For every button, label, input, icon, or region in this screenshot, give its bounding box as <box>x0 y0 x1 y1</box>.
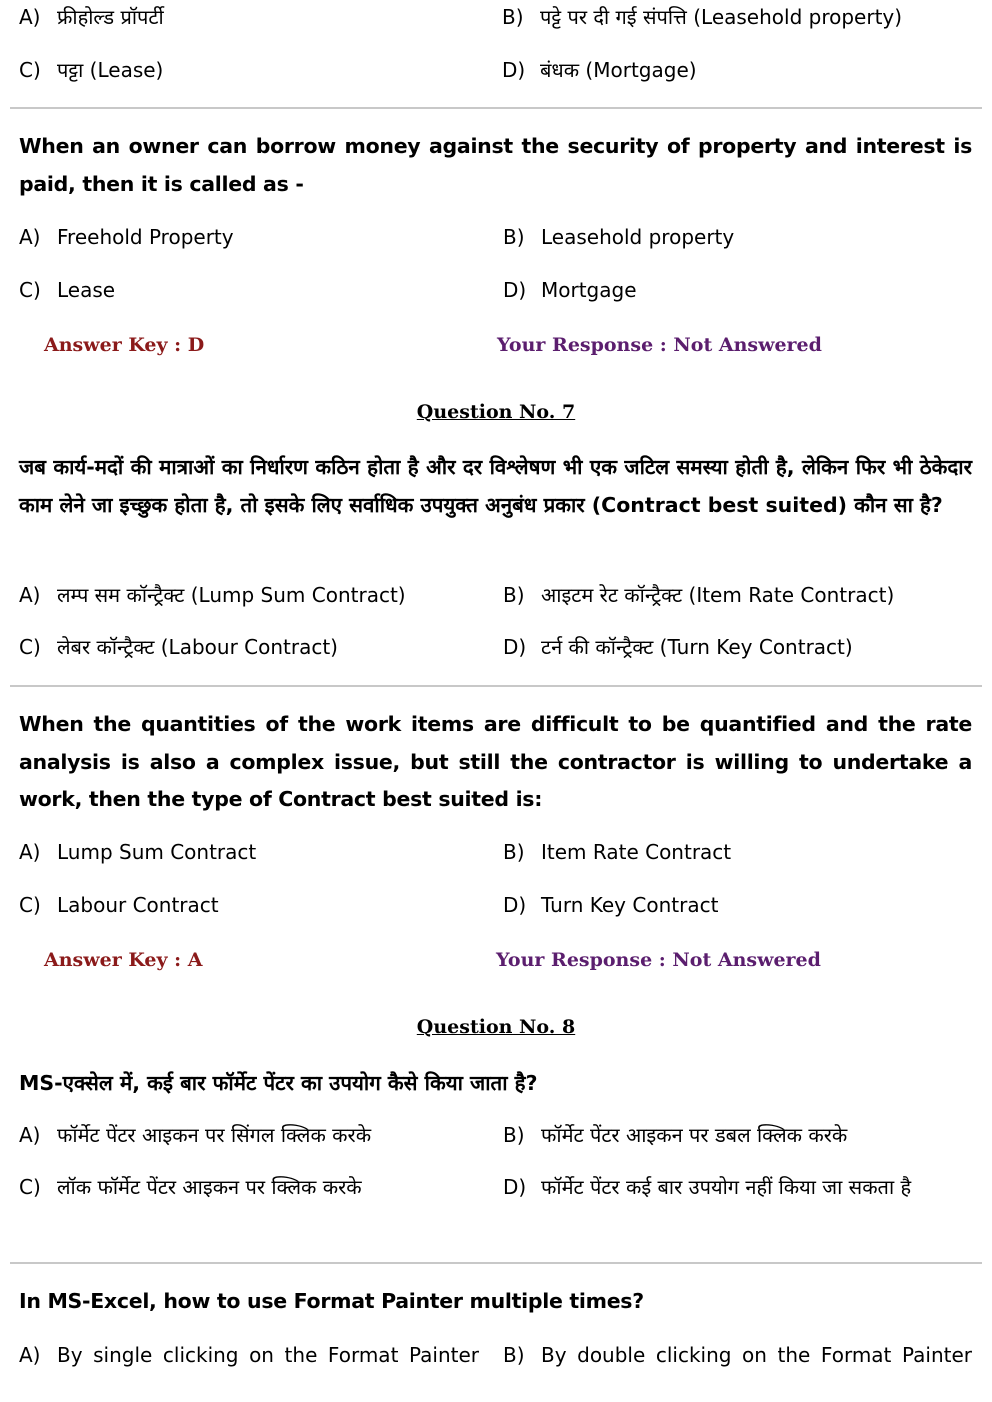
option-b-hindi[interactable] <box>503 1123 847 1147</box>
option-label: D) <box>503 893 527 917</box>
question-text-english: When the quantities of the work items are difficult to be quantified and the rate analysis is also a complex issue, but still the contractor is willing to undertake a work, then the type of Contract best suited is: <box>19 712 972 811</box>
option-label: C) <box>19 635 41 659</box>
option-d-hindi[interactable] <box>502 58 697 82</box>
question-number <box>0 401 992 423</box>
option-label: A) <box>19 225 41 249</box>
option-text: Freehold Property <box>57 225 234 249</box>
option-label: B) <box>503 1123 525 1147</box>
question-text-english: When an owner can borrow money against the security of property and interest is paid, then it is called as - <box>19 134 972 196</box>
option-label: D) <box>503 278 527 302</box>
option-c-hindi[interactable] <box>19 635 338 659</box>
option-label: C) <box>19 58 41 82</box>
option-text: Lump Sum Contract <box>57 840 257 864</box>
option-text: लॉक फॉर्मेट पेंटर आइकन पर क्लिक करके <box>57 1175 362 1199</box>
option-text: पट्टा (Lease) <box>57 58 164 82</box>
option-label: B) <box>503 225 525 249</box>
question-text-english: In MS-Excel, how to use Format Painter multiple times? <box>19 1289 644 1313</box>
your-response: Your Response : Not Answered <box>497 334 822 356</box>
option-b-english[interactable] <box>503 225 734 249</box>
option-label: A) <box>19 1123 41 1147</box>
answer-key: Answer Key : A <box>44 949 203 971</box>
option-text: Leasehold property <box>541 225 735 249</box>
option-text: टर्न की कॉन्ट्रैक्ट (Turn Key Contract) <box>541 635 853 659</box>
option-label: B) <box>502 5 524 29</box>
option-a-hindi[interactable] <box>19 583 406 607</box>
option-text: पट्टे पर दी गई संपत्ति (Leasehold property) <box>540 5 903 29</box>
option-text: बंधक (Mortgage) <box>540 58 697 82</box>
option-d-english[interactable] <box>503 893 718 917</box>
option-d-hindi[interactable] <box>503 1168 972 1206</box>
your-response: Your Response : Not Answered <box>496 949 821 971</box>
option-label: D) <box>502 58 526 82</box>
option-b-english[interactable] <box>503 1343 972 1367</box>
option-a-english[interactable] <box>19 1343 479 1367</box>
option-text: Lease <box>57 278 116 302</box>
option-d-hindi[interactable] <box>503 635 853 659</box>
option-text: फॉर्मेट पेंटर आइकन पर सिंगल क्लिक करके <box>57 1123 372 1147</box>
divider <box>10 107 982 109</box>
option-text: फॉर्मेट पेंटर कई बार उपयोग नहीं किया जा सकता है <box>541 1175 912 1199</box>
option-text: फ्रीहोल्ड प्रॉपर्टी <box>57 5 164 29</box>
option-text: लम्प सम कॉन्ट्रैक्ट (Lump Sum Contract) <box>57 583 406 607</box>
option-text: लेबर कॉन्ट्रैक्ट (Labour Contract) <box>57 635 338 659</box>
option-text: Mortgage <box>541 278 637 302</box>
option-label: C) <box>19 1175 41 1199</box>
option-c-hindi[interactable] <box>19 58 163 82</box>
option-text: Item Rate Contract <box>541 840 732 864</box>
option-text: By single clicking on the Format Painter <box>57 1343 479 1367</box>
question-text-hindi: जब कार्य-मदों की मात्राओं का निर्धारण कठिन होता है और दर विश्लेषण भी एक जटिल समस्या होती है, लेकिन फिर भी ठेकेदार काम लेने जा इच्छुक होता है, तो इसके लिए सर्वाधिक उपयुक्त अनुबंध प्रकार (Contract best suited) कौन सा है? <box>19 455 972 517</box>
option-b-english[interactable] <box>503 840 731 864</box>
option-text: आइटम रेट कॉन्ट्रैक्ट (Item Rate Contract) <box>541 583 895 607</box>
option-text: By double clicking on the Format Painter <box>541 1343 972 1367</box>
question-number-text: Question No. 8 <box>416 1016 576 1038</box>
question-number <box>0 1016 992 1038</box>
option-c-hindi[interactable] <box>19 1175 362 1199</box>
option-label: B) <box>503 583 525 607</box>
option-a-english[interactable] <box>19 225 234 249</box>
option-a-english[interactable] <box>19 840 256 864</box>
option-label: A) <box>19 5 41 29</box>
option-label: A) <box>19 1343 41 1367</box>
option-label: B) <box>503 840 525 864</box>
option-label: B) <box>503 1343 525 1367</box>
option-label: D) <box>503 635 527 659</box>
option-label: C) <box>19 893 41 917</box>
question-text-hindi: MS-एक्सेल में, कई बार फॉर्मेट पेंटर का उपयोग कैसे किया जाता है? <box>19 1071 538 1095</box>
option-text: फॉर्मेट पेंटर आइकन पर डबल क्लिक करके <box>541 1123 848 1147</box>
option-d-english[interactable] <box>503 278 637 302</box>
option-a-hindi[interactable] <box>19 5 164 29</box>
option-label: A) <box>19 840 41 864</box>
divider <box>10 1262 982 1264</box>
option-label: A) <box>19 583 41 607</box>
option-label: C) <box>19 278 41 302</box>
option-c-english[interactable] <box>19 278 115 302</box>
divider <box>10 685 982 687</box>
question-number-text: Question No. 7 <box>416 401 576 423</box>
option-text: Turn Key Contract <box>541 893 719 917</box>
option-text: Labour Contract <box>57 893 219 917</box>
option-c-english[interactable] <box>19 893 219 917</box>
answer-key: Answer Key : D <box>44 334 205 356</box>
option-b-hindi[interactable] <box>502 5 902 29</box>
option-label: D) <box>503 1175 527 1199</box>
option-b-hindi[interactable] <box>503 583 894 607</box>
option-a-hindi[interactable] <box>19 1123 371 1147</box>
